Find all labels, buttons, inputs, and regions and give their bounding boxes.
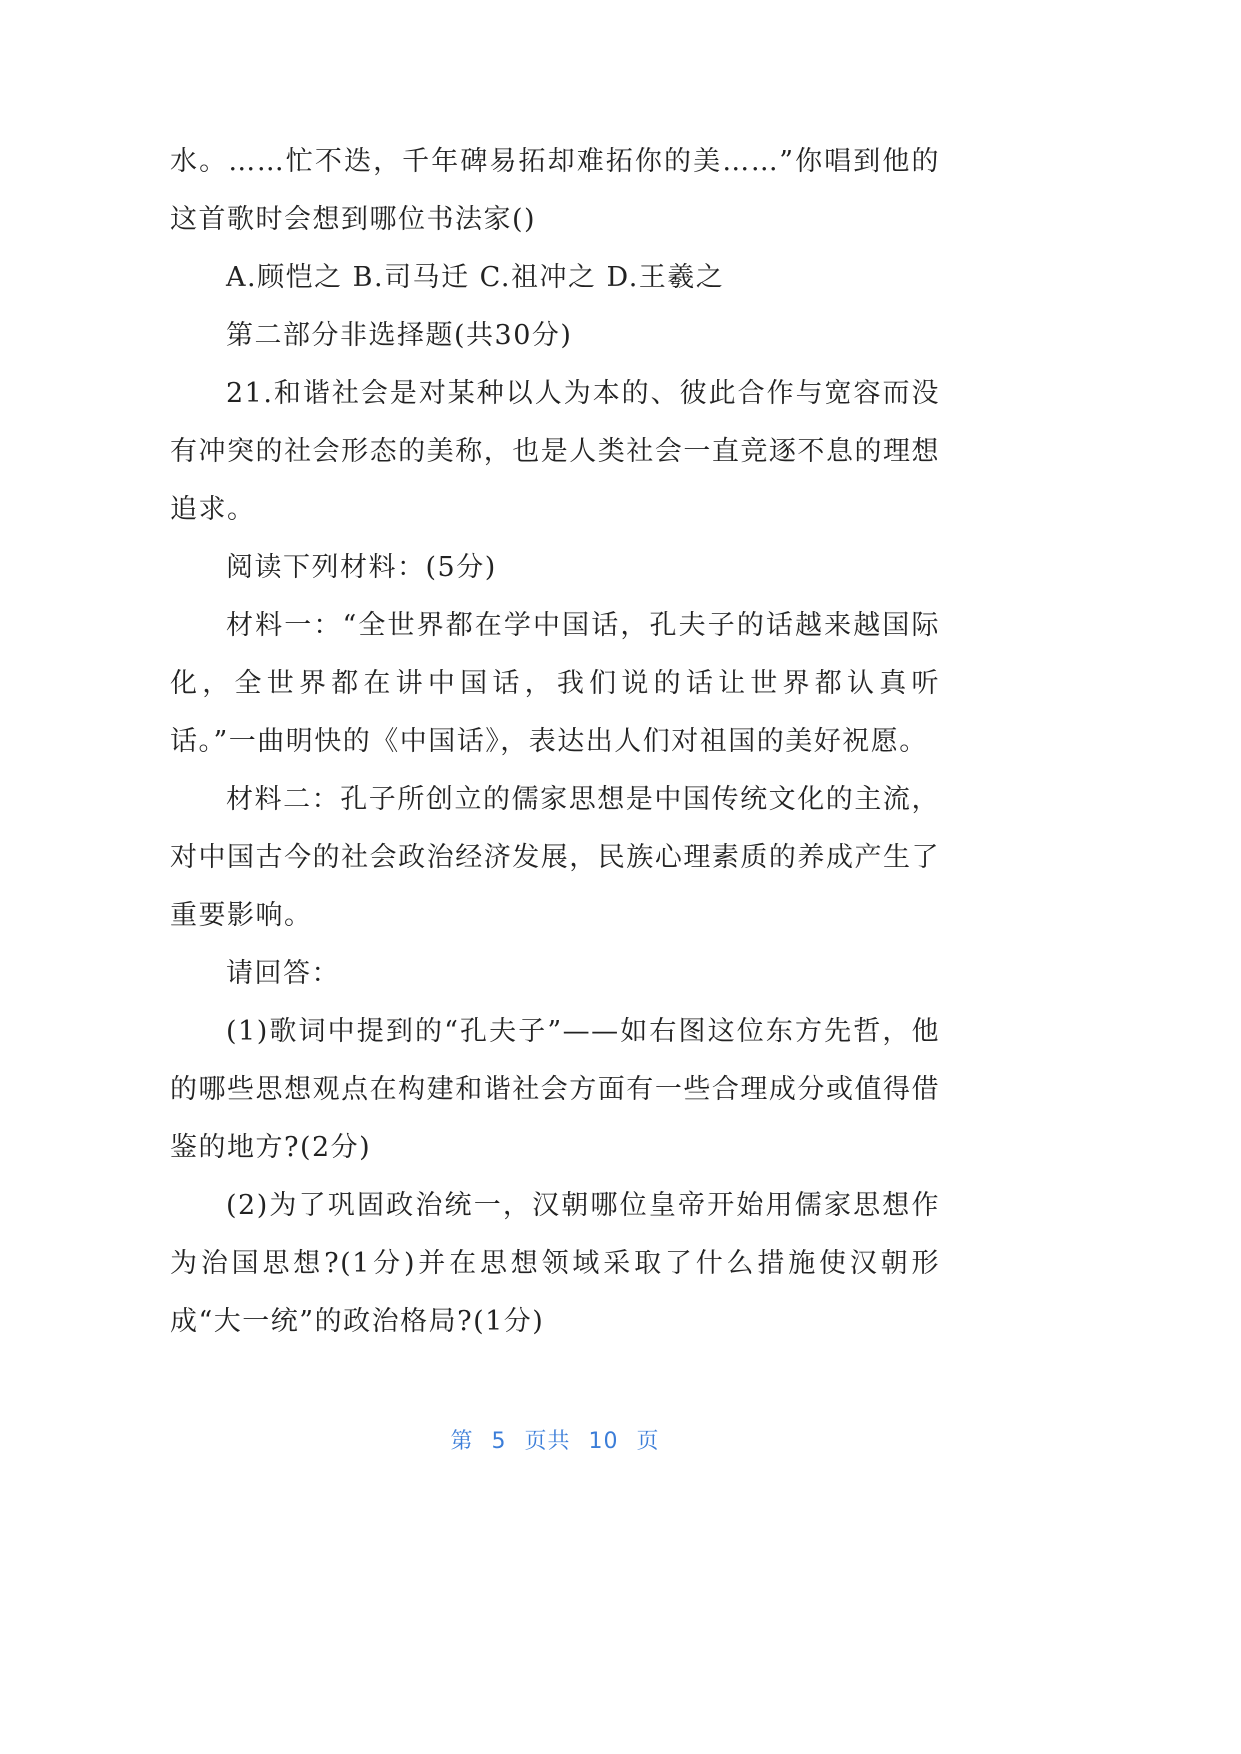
footer-page-number: 5 bbox=[491, 1429, 507, 1454]
paragraph-q21-stem: 21.和谐社会是对某种以人为本的、彼此合作与宽容而没有冲突的社会形态的美称，也是人类社会一直竞逐不息的理想追求。 bbox=[170, 378, 940, 525]
paragraph-material-two: 材料二：孔子所创立的儒家思想是中国传统文化的主流，对中国古今的社会政治经济发展，民族心理素质的养成产生了重要影响。 bbox=[170, 784, 940, 931]
paragraph-subquestion-1: (1)歌词中提到的“孔夫子”——如右图这位东方先哲，他的哪些思想观点在构建和谐社会方面有一些合理成分或值得借鉴的地方?(2分) bbox=[170, 1016, 940, 1163]
footer-total-pages: 10 bbox=[588, 1429, 619, 1454]
paragraph-section-heading: 第二部分非选择题(共30分) bbox=[226, 320, 573, 351]
paragraph-read-instruction: 阅读下列材料：(5分) bbox=[226, 552, 497, 583]
paragraph-material-one: 材料一：“全世界都在学中国话，孔夫子的话越来越国际化，全世界都在讲中国话，我们说的话让世界都认真听话。”一曲明快的《中国话》，表达出人们对祖国的美好祝愿。 bbox=[170, 610, 940, 757]
paragraph-q20-continued: 水。……忙不迭，千年碑易拓却难拓你的美……”你唱到他的这首歌时会想到哪位书法家() bbox=[170, 146, 940, 235]
footer-prefix: 第 bbox=[450, 1429, 474, 1454]
page-footer bbox=[0, 1424, 1110, 1455]
paragraph-subquestion-2: (2)为了巩固政治统一，汉朝哪位皇帝开始用儒家思想作为治国思想?(1分)并在思想领域采取了什么措施使汉朝形成“大一统”的政治格局?(1分) bbox=[170, 1190, 940, 1337]
paragraph-answer-prompt: 请回答： bbox=[226, 958, 340, 989]
document-body bbox=[170, 133, 940, 1351]
footer-middle: 页共 bbox=[524, 1429, 571, 1454]
paragraph-q20-options: A.顾恺之 B.司马迁 C.祖冲之 D.王羲之 bbox=[226, 262, 725, 293]
footer-suffix: 页 bbox=[636, 1429, 660, 1454]
